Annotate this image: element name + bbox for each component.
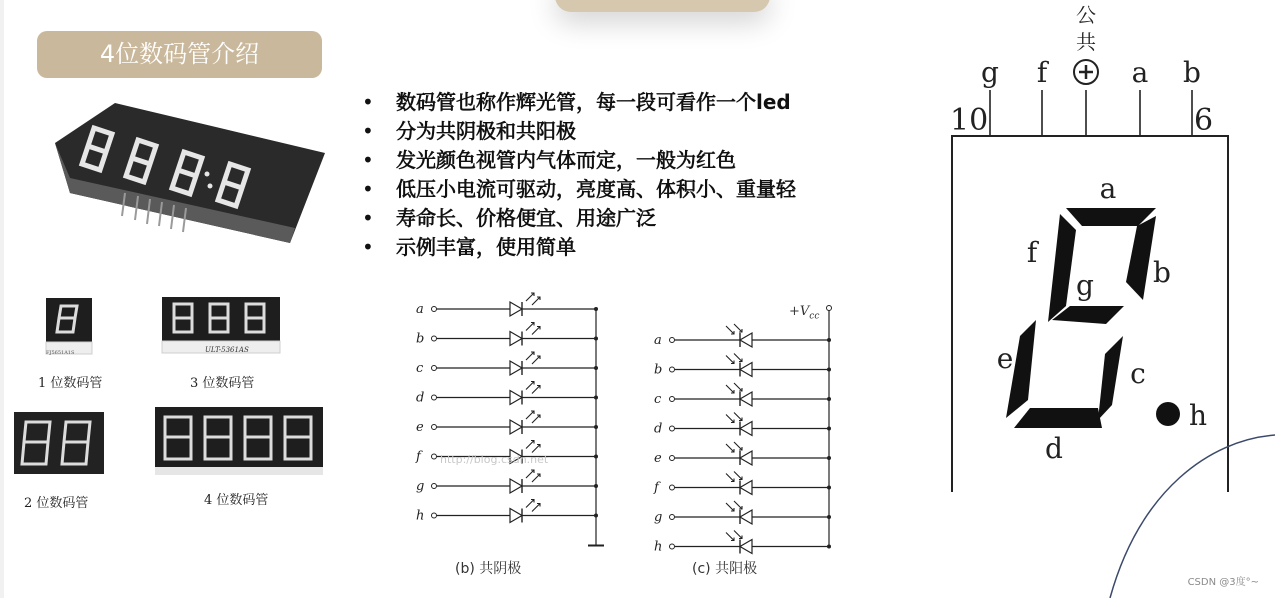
- bullet-text: 低压小电流可驱动，亮度高、体积小、重量轻: [396, 177, 796, 201]
- led-diode: [726, 501, 752, 524]
- cathode-caption: (b) 共阴极: [455, 561, 522, 577]
- caption-two-digit: 2 位数码管: [24, 496, 89, 511]
- led-diode: [726, 324, 752, 347]
- input-label: g: [416, 479, 425, 494]
- top-tab-decoration: [555, 0, 770, 12]
- common-label: 公: [1076, 3, 1096, 27]
- one-digit-photo: [44, 296, 94, 358]
- list-item: • 低压小电流可驱动，亮度高、体积小、重量轻: [362, 177, 796, 201]
- input-label: f: [416, 449, 421, 465]
- caption-four-digit: 4 位数码管: [204, 493, 269, 508]
- bullet-text: 示例丰富，使用简单: [396, 235, 576, 259]
- input-terminal: [670, 544, 675, 549]
- segment-label: b: [1153, 256, 1171, 289]
- input-terminal: [670, 515, 675, 520]
- led-diode: [510, 411, 540, 434]
- led-diode: [726, 472, 752, 495]
- input-terminal: [670, 338, 675, 343]
- list-item: • 数码管也称作辉光管，每一段可看作一个led: [362, 90, 791, 114]
- input-label: h: [416, 508, 425, 524]
- segment-bar: [1098, 336, 1123, 420]
- input-label: h: [654, 539, 663, 555]
- input-terminal: [432, 454, 437, 459]
- segment-label: c: [1130, 357, 1146, 390]
- input-label: b: [416, 331, 425, 347]
- pin-label: a: [1131, 56, 1149, 89]
- led-diode: [726, 442, 752, 465]
- segment-label: d: [1045, 432, 1063, 465]
- caption-one-digit: 1 位数码管: [38, 376, 103, 391]
- input-label: d: [654, 421, 663, 437]
- input-label: b: [654, 362, 663, 378]
- vcc-label: $+V_{cc}$: [789, 304, 820, 322]
- segment-label: e: [996, 342, 1014, 375]
- input-label: e: [654, 451, 662, 466]
- led-diode: [726, 531, 752, 554]
- common-anode-circuit: [648, 300, 843, 555]
- two-digit-photo: [12, 410, 107, 480]
- four-digit-photo-2: [153, 405, 325, 480]
- pin-number-right: 6: [1194, 103, 1214, 138]
- footer-credit: CSDN @3度°~: [1187, 577, 1259, 588]
- list-item: • 分为共阴极和共阳极: [362, 119, 576, 143]
- bullet-text: 分为共阴极和共阳极: [396, 119, 576, 143]
- input-terminal: [432, 336, 437, 341]
- watermark: http://blog.csdn.net: [440, 453, 549, 466]
- pin-label: g: [981, 56, 999, 89]
- part-number: ULT-5361AS: [205, 346, 249, 354]
- left-edge: [0, 0, 4, 598]
- input-label: c: [416, 361, 424, 376]
- segment-bar: [1048, 214, 1076, 322]
- segment-label: f: [1026, 236, 1038, 269]
- seven-segment-pinout: [940, 0, 1240, 492]
- vcc-terminal: [827, 306, 832, 311]
- list-item: • 寿命长、价格便宜、用途广泛: [362, 206, 656, 230]
- input-label: d: [416, 390, 425, 406]
- caption-three-digit: 3 位数码管: [190, 376, 255, 391]
- input-terminal: [670, 397, 675, 402]
- input-label: g: [654, 510, 663, 525]
- anode-caption: (c) 共阳极: [692, 561, 758, 577]
- input-terminal: [432, 366, 437, 371]
- input-terminal: [432, 425, 437, 430]
- pin-label: f: [1036, 56, 1048, 89]
- input-terminal: [670, 456, 675, 461]
- input-label: e: [416, 420, 424, 435]
- led-diode: [726, 354, 752, 377]
- input-terminal: [432, 395, 437, 400]
- segment-bar: [1014, 408, 1102, 428]
- common-label: 共: [1076, 30, 1096, 54]
- pin-label: b: [1183, 56, 1201, 89]
- led-diode: [510, 470, 540, 493]
- input-terminal: [432, 513, 437, 518]
- input-terminal: [432, 307, 437, 312]
- four-digit-display-photo: [50, 98, 330, 248]
- list-item: • 示例丰富，使用简单: [362, 235, 576, 259]
- led-diode: [510, 352, 540, 375]
- bullet-text: 寿命长、价格便宜、用途广泛: [396, 206, 656, 230]
- led-diode: [726, 413, 752, 436]
- led-diode: [726, 383, 752, 406]
- segment-label: a: [1099, 172, 1117, 205]
- segment-label: g: [1076, 269, 1094, 302]
- bullet-text: 发光颜色视管内气体而定，一般为红色: [396, 148, 736, 172]
- input-label: f: [654, 480, 659, 496]
- slide-title: 4位数码管介绍: [37, 31, 322, 78]
- input-label: a: [654, 333, 662, 348]
- bullet-text: 数码管也称作辉光管，每一段可看作一个led: [396, 90, 791, 114]
- input-terminal: [432, 484, 437, 489]
- input-terminal: [670, 426, 675, 431]
- feature-list: [362, 88, 796, 262]
- pin-number-left: 10: [950, 103, 989, 138]
- input-label: a: [416, 302, 424, 317]
- common-cathode-circuit: [410, 285, 610, 550]
- led-diode: [510, 382, 540, 405]
- input-label: c: [654, 392, 662, 407]
- segment-label: h: [1188, 399, 1208, 432]
- led-diode: [510, 323, 540, 346]
- segment-bar: [1126, 216, 1156, 300]
- led-diode: [510, 500, 540, 523]
- input-terminal: [670, 367, 675, 372]
- decimal-point: [1156, 402, 1180, 426]
- list-item: • 发光颜色视管内气体而定，一般为红色: [362, 148, 736, 172]
- led-diode: [510, 293, 540, 316]
- part-number: FJ5651A1S: [46, 350, 75, 356]
- input-terminal: [670, 485, 675, 490]
